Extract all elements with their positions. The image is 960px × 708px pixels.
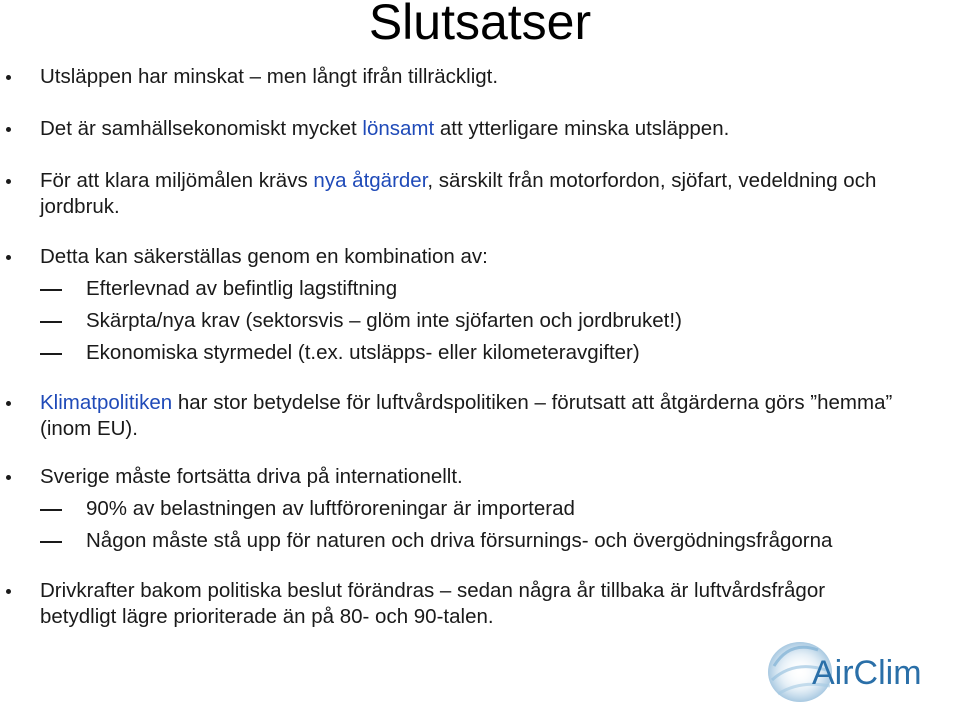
bullet-6 [0, 464, 900, 490]
sub-bullet-6-2-text: Någon måste stå upp för naturen och driva försurnings- och övergödningsfrågorna [86, 529, 833, 552]
bullet-1-text: Utsläppen har minskat – men långt ifrån tillräckligt. [40, 65, 499, 88]
sub-bullet-6-1-text: 90% av belastningen av luftföroreningar är importerad [86, 497, 575, 520]
bullet-dot [6, 75, 11, 80]
sub-bullet-6-2 [0, 528, 900, 554]
sub-bullet-6-1 [0, 496, 900, 522]
logo-text: AirClim [812, 654, 922, 692]
bullet-1 [0, 64, 900, 90]
sub-bullet-4-2-text: Skärpta/nya krav (sektorsvis – glöm inte sjöfarten och jordbruket!) [86, 309, 682, 332]
sub-bullet-dash [40, 321, 62, 323]
bullet-6-text: Sverige måste fortsätta driva på internationellt. [40, 465, 463, 488]
sub-bullet-dash [40, 541, 62, 543]
sub-bullet-4-1 [0, 276, 900, 302]
bullet-2-highlight: lönsamt [362, 117, 435, 140]
bullet-3-post: , särskilt från motorfordon, sjöfart, vedeldning och jordbruk. [40, 169, 877, 218]
bullet-2 [0, 116, 900, 142]
bullet-3-pre: För att klara miljömålen krävs [40, 169, 314, 192]
bullet-2-post: att ytterligare minska utsläppen. [434, 117, 730, 140]
bullet-4-text: Detta kan säkerställas genom en kombination av: [40, 245, 488, 268]
bullet-2-pre: Det är samhällsekonomiskt mycket [40, 117, 363, 140]
sub-bullet-dash [40, 353, 62, 355]
sub-bullet-4-1-text: Efterlevnad av befintlig lagstiftning [86, 277, 398, 300]
bullet-dot [6, 475, 11, 480]
bullet-5-highlight: Klimatpolitiken [40, 391, 173, 414]
bullet-dot [6, 179, 11, 184]
sub-bullet-4-3-text: Ekonomiska styrmedel (t.ex. utsläpps- eller kilometeravgifter) [86, 341, 640, 364]
airclim-logo [760, 620, 960, 708]
slide-title: Slutsatser [368, 0, 592, 50]
bullet-7-text: Drivkrafter bakom politiska beslut förändras – sedan några år tillbaka är luftvårdsfrågor betydligt lägre prioriterade än på 80- och 90-talen. [40, 579, 826, 628]
sub-bullet-4-3 [0, 340, 900, 366]
bullet-dot [6, 401, 11, 406]
bullet-5-post: har stor betydelse för luftvårdspolitiken – förutsatt att åtgärderna görs ”hemma” (inom EU). [40, 391, 893, 440]
bullet-3-highlight: nya åtgärder [313, 169, 428, 192]
sub-bullet-dash [40, 289, 62, 291]
bullet-5 [0, 390, 900, 442]
bullet-3 [0, 168, 900, 220]
sub-bullet-dash [40, 509, 62, 511]
slide-body [0, 58, 900, 630]
bullet-dot [6, 589, 11, 594]
bullet-4 [0, 244, 900, 270]
bullet-dot [6, 255, 11, 260]
sub-bullet-4-2 [0, 308, 900, 334]
bullet-dot [6, 127, 11, 132]
